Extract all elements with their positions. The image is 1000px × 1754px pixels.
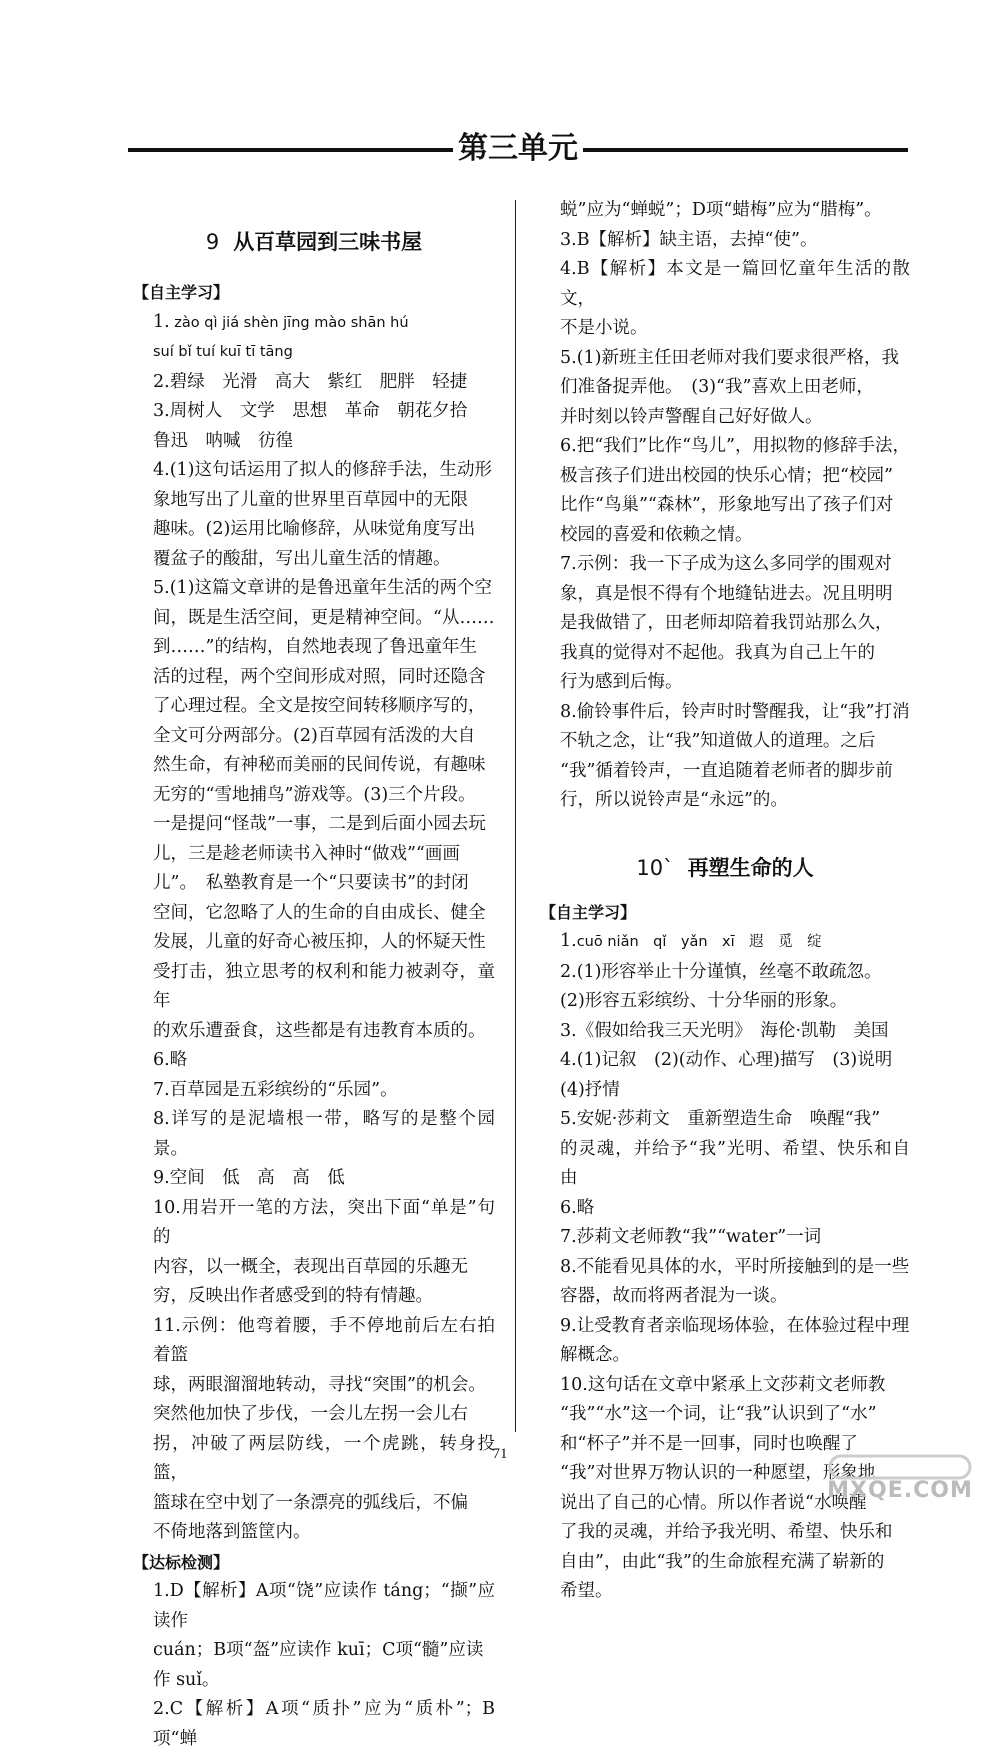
answer-item [540, 1105, 910, 1194]
answer-line: 们准备捉弄他。 (3)“我”喜欢上田老师， [560, 377, 874, 397]
answer-line: 4.(1)记叙 (2)(动作、心理)描写 (3)说明 [560, 1050, 893, 1070]
answer-item [540, 432, 910, 550]
self-study-list [133, 308, 495, 1548]
answer-line: 蜕”应为“蝉蜕”；D项“蜡梅”应为“腊梅”。 [560, 200, 882, 220]
answer-line: 4.(1)这句话运用了拟人的修辞手法，生动形 [153, 460, 492, 480]
answer-line: 8.不能看见具体的水，平时所接触到的是一些 [560, 1256, 910, 1277]
answer-line: 是我做错了，田老师却陪着我罚站那么久， [560, 613, 893, 633]
answer-line: 10.用岩开一笔的方法，突出下面“单是”句的 [153, 1197, 495, 1247]
answer-line: 篮球在空中划了一条漂亮的弧线后，不偏 [153, 1492, 468, 1513]
answer-line: 行，所以说铃声是“永远”的。 [560, 790, 788, 810]
answer-line: 空间，它忽略了人的生命的自由成长、健全 [153, 902, 486, 923]
answer-item [133, 1312, 495, 1548]
section-9-number: 9 [205, 230, 220, 254]
pinyin-text: cuō niǎn qǐ yǎn xī 遐 觅 绽 [576, 934, 822, 950]
answer-line: 然生命，有神秘而美丽的民间传说，有趣味 [153, 755, 486, 775]
answer-line: 8.详写的是泥墙根一带，略写的是整个园景。 [153, 1109, 495, 1159]
section-10-heading: 再塑生命的人 [687, 855, 814, 880]
test-heading: 【达标检测】 [133, 1552, 230, 1572]
answer-line: 3.《假如给我三天光明》 海伦·凯勒 美国 [560, 1020, 889, 1041]
header-rule-left [128, 148, 453, 152]
answer-item [540, 958, 910, 1017]
answer-line: 了心理过程。全文是按空间转移顺序写的， [153, 696, 486, 716]
answer-item [133, 397, 495, 456]
section-10-title [540, 850, 910, 886]
answer-line: 不是小说。 [560, 318, 648, 338]
answer-line: 活的过程，两个空间形成对照，同时还隐含 [153, 666, 486, 687]
answer-line [153, 308, 495, 339]
answer-line: 11.示例：他弯着腰，手不停地前后左右拍着篮 [153, 1315, 495, 1365]
answer-item [540, 196, 910, 226]
answer-item [540, 1194, 910, 1224]
answer-line: 1.D【解析】A项“饶”应读作 táng；“撷”应读作 [153, 1581, 495, 1631]
answer-line: 球，两眼溜溜地转动，寻找“突围”的机会。 [153, 1374, 486, 1395]
answer-line: 容器，故而将两者混为一谈。 [560, 1286, 788, 1306]
answer-line: 到……”的结构，自然地表现了鲁迅童年生 [153, 637, 477, 657]
answer-item [540, 927, 910, 958]
answer-line: 不轨之念，让“我”知道做人的道理。之后 [560, 731, 876, 751]
answer-item [133, 1695, 495, 1754]
answer-line: 象地写出了儿童的世界里百草园中的无限 [153, 489, 468, 510]
answer-line: 比作“鸟巢”“森林”，形象地写出了孩子们对 [560, 495, 894, 515]
answer-line: “我”“水”这一个词，让“我”认识到了“水” [560, 1404, 877, 1424]
answer-line: 5.(1)这篇文章讲的是鲁迅童年生活的两个空 [153, 578, 492, 598]
answer-item [540, 1046, 910, 1105]
answer-line: 儿，三是趁老师读书入神时“做戏”“画画 [153, 843, 460, 864]
answer-item [133, 1076, 495, 1106]
answer-line: 和“杯子”并不是一回事，同时也唤醒了 [560, 1433, 858, 1454]
answer-line: 象，真是恨不得有个地缝钻进去。况且明明 [560, 583, 893, 604]
answer-line: 并时刻以铃声警醒自己好好做人。 [560, 406, 823, 427]
answer-line: 不倚地落到篮筐内。 [153, 1522, 311, 1542]
answer-line: cuán；B项“盔”应读作 kuī；C项“髓”应读 [153, 1640, 484, 1660]
answer-line: 突然他加快了步伐，一会儿左拐一会儿右 [153, 1404, 468, 1424]
answer-line: 鲁迅 呐喊 彷徨 [153, 430, 293, 451]
answer-line: 9.让受教育者亲临现场体验，在体验过程中理 [560, 1315, 910, 1336]
answer-line: 的欢乐遭蚕食，这些都是有违教育本质的。 [153, 1020, 486, 1041]
answer-line: 了我的灵魂，并给予我光明、希望、快乐和 [560, 1522, 893, 1542]
unit-header [128, 128, 908, 172]
answer-item [133, 1577, 495, 1695]
answer-line: 5.安妮·莎莉文 重新塑造生命 唤醒“我” [560, 1109, 881, 1129]
answer-line: 受打击，独立思考的权利和能力被剥夺，童年 [153, 961, 495, 1011]
test-list-continued [540, 196, 910, 816]
header-rule-right [583, 148, 908, 152]
answer-item [133, 1194, 495, 1312]
answer-line: 全文可分两部分。(2)百草园有活泼的大自 [153, 725, 476, 746]
answer-line: 发展，儿童的好奇心被压抑，人的怀疑天性 [153, 932, 486, 952]
item-number: 1. [153, 311, 170, 332]
answer-line: 7.示例：我一下子成为这么多同学的围观对 [560, 554, 892, 574]
self-study-heading: 【自主学习】 [133, 283, 230, 302]
answer-line: 行为感到后悔。 [560, 672, 683, 692]
answer-item [540, 255, 910, 344]
answer-item [540, 1312, 910, 1371]
answer-line: 自由”，由此“我”的生命旅程充满了崭新的 [560, 1551, 885, 1572]
answer-line: 的灵魂，并给予“我”光明、希望、快乐和自由 [560, 1138, 910, 1188]
answer-line: (2)形容五彩缤纷、十分华丽的形象。 [560, 991, 848, 1011]
answer-line: 10.这句话在文章中紧承上文莎莉文老师教 [560, 1374, 886, 1395]
answer-line: 内容，以一概全，表现出百草园的乐趣无 [153, 1256, 468, 1277]
item-number: 1. [560, 931, 577, 951]
answer-item [133, 308, 495, 368]
section-9-heading: 从百草园到三味书屋 [233, 230, 423, 254]
answer-line: 儿”。 私塾教育是一个“只要读书”的封闭 [153, 873, 469, 893]
answer-line: 间，既是生活空间，更是精神空间。“从…… [153, 607, 495, 628]
answer-line: 9.空间 低 高 高 低 [153, 1168, 345, 1188]
answer-line: 5.(1)新班主任田老师对我们要求很严格，我 [560, 347, 899, 368]
watermark-logo [810, 1452, 990, 1522]
answer-item [133, 1105, 495, 1164]
answer-line: 3.周树人 文学 思想 革命 朝花夕拾 [153, 401, 468, 421]
answer-line: 7.百草园是五彩缤纷的“乐园”。 [153, 1079, 398, 1100]
answer-item [540, 550, 910, 698]
answer-line: 2.C【解析】A项“质扑”应为“质朴”；B项“蝉 [153, 1699, 495, 1749]
answer-item [133, 456, 495, 574]
answer-line: 说出了自己的心情。所以作者说“水唤醒 [560, 1492, 867, 1513]
page-number: 71 [492, 1446, 508, 1462]
unit-title: 第三单元 [458, 131, 578, 166]
answer-item [133, 368, 495, 398]
answer-line: 2.(1)形容举止十分谨慎，丝毫不敢疏忽。 [560, 961, 882, 982]
answer-line: 8.偷铃事件后，铃声时时警醒我，让“我”打消 [560, 701, 910, 722]
answer-item [133, 574, 495, 1046]
answer-item [540, 1223, 910, 1253]
answer-line: 穷，反映出作者感受到的特有情趣。 [153, 1286, 433, 1306]
answer-line: 一是提问“怪哉”一事，二是到后面小园去玩 [153, 814, 486, 834]
answer-item [133, 1164, 495, 1194]
answer-line: 我真的觉得对不起他。我真为自己上午的 [560, 642, 875, 663]
answer-line: 7.莎莉文老师教“我”“water”一词 [560, 1227, 822, 1247]
answer-line: 趣味。(2)运用比喻修辞，从味觉角度写出 [153, 519, 476, 539]
answer-line: “我”对世界万物认识的一种愿望，形象地 [560, 1463, 876, 1483]
pinyin-text: suí bǐ tuí kuī tī tāng [153, 344, 293, 360]
self-study-heading-10: 【自主学习】 [540, 902, 637, 922]
column-divider [515, 200, 516, 1432]
answer-line: 极言孩子们进出校园的快乐心情；把“校园” [560, 465, 893, 486]
answer-item [540, 226, 910, 256]
answer-line: 6.略 [153, 1050, 188, 1070]
answer-item [540, 344, 910, 433]
watermark-text: MXQE.COM [827, 1478, 973, 1503]
answer-item [540, 1017, 910, 1047]
self-study-list-rest [133, 368, 495, 1548]
left-column [133, 224, 495, 1754]
section-10-number: 10` [636, 855, 674, 880]
answer-line: 拐，冲破了两层防线，一个虎跳，转身投篮， [153, 1433, 495, 1483]
answer-line [560, 927, 910, 958]
answer-line: 6.把“我们”比作“鸟儿”，用拟物的修辞手法， [560, 436, 910, 456]
section-9-title [133, 224, 495, 260]
answer-line: “我”循着铃声，一直追随着老师者的脚步前 [560, 760, 893, 781]
answer-line: 2.碧绿 光滑 高大 紫红 肥胖 轻捷 [153, 371, 468, 392]
answer-line: 4.B【解析】本文是一篇回忆童年生活的散文， [560, 259, 910, 309]
answer-line: 覆盆子的酸甜，写出儿童生活的情趣。 [153, 548, 451, 569]
answer-line: 作 suǐ。 [153, 1669, 220, 1690]
pinyin-text: zào qì jiá shèn jīng mào shān hú [169, 314, 409, 331]
answer-line: 3.B【解析】缺主语，去掉“使”。 [560, 229, 818, 250]
answer-line: 希望。 [560, 1581, 613, 1601]
answer-line: (4)抒情 [560, 1079, 620, 1100]
test-list [133, 1577, 495, 1754]
answer-item [540, 698, 910, 816]
answer-item [133, 1046, 495, 1076]
answer-line: 6.略 [560, 1197, 595, 1218]
answer-item [540, 1253, 910, 1312]
answer-line: 解概念。 [560, 1345, 630, 1365]
answer-line: 无穷的“雪地捕鸟”游戏等。(3)三个片段。 [153, 784, 476, 805]
answer-line: 校园的喜爱和依赖之情。 [560, 524, 753, 545]
right-column [540, 196, 910, 1607]
